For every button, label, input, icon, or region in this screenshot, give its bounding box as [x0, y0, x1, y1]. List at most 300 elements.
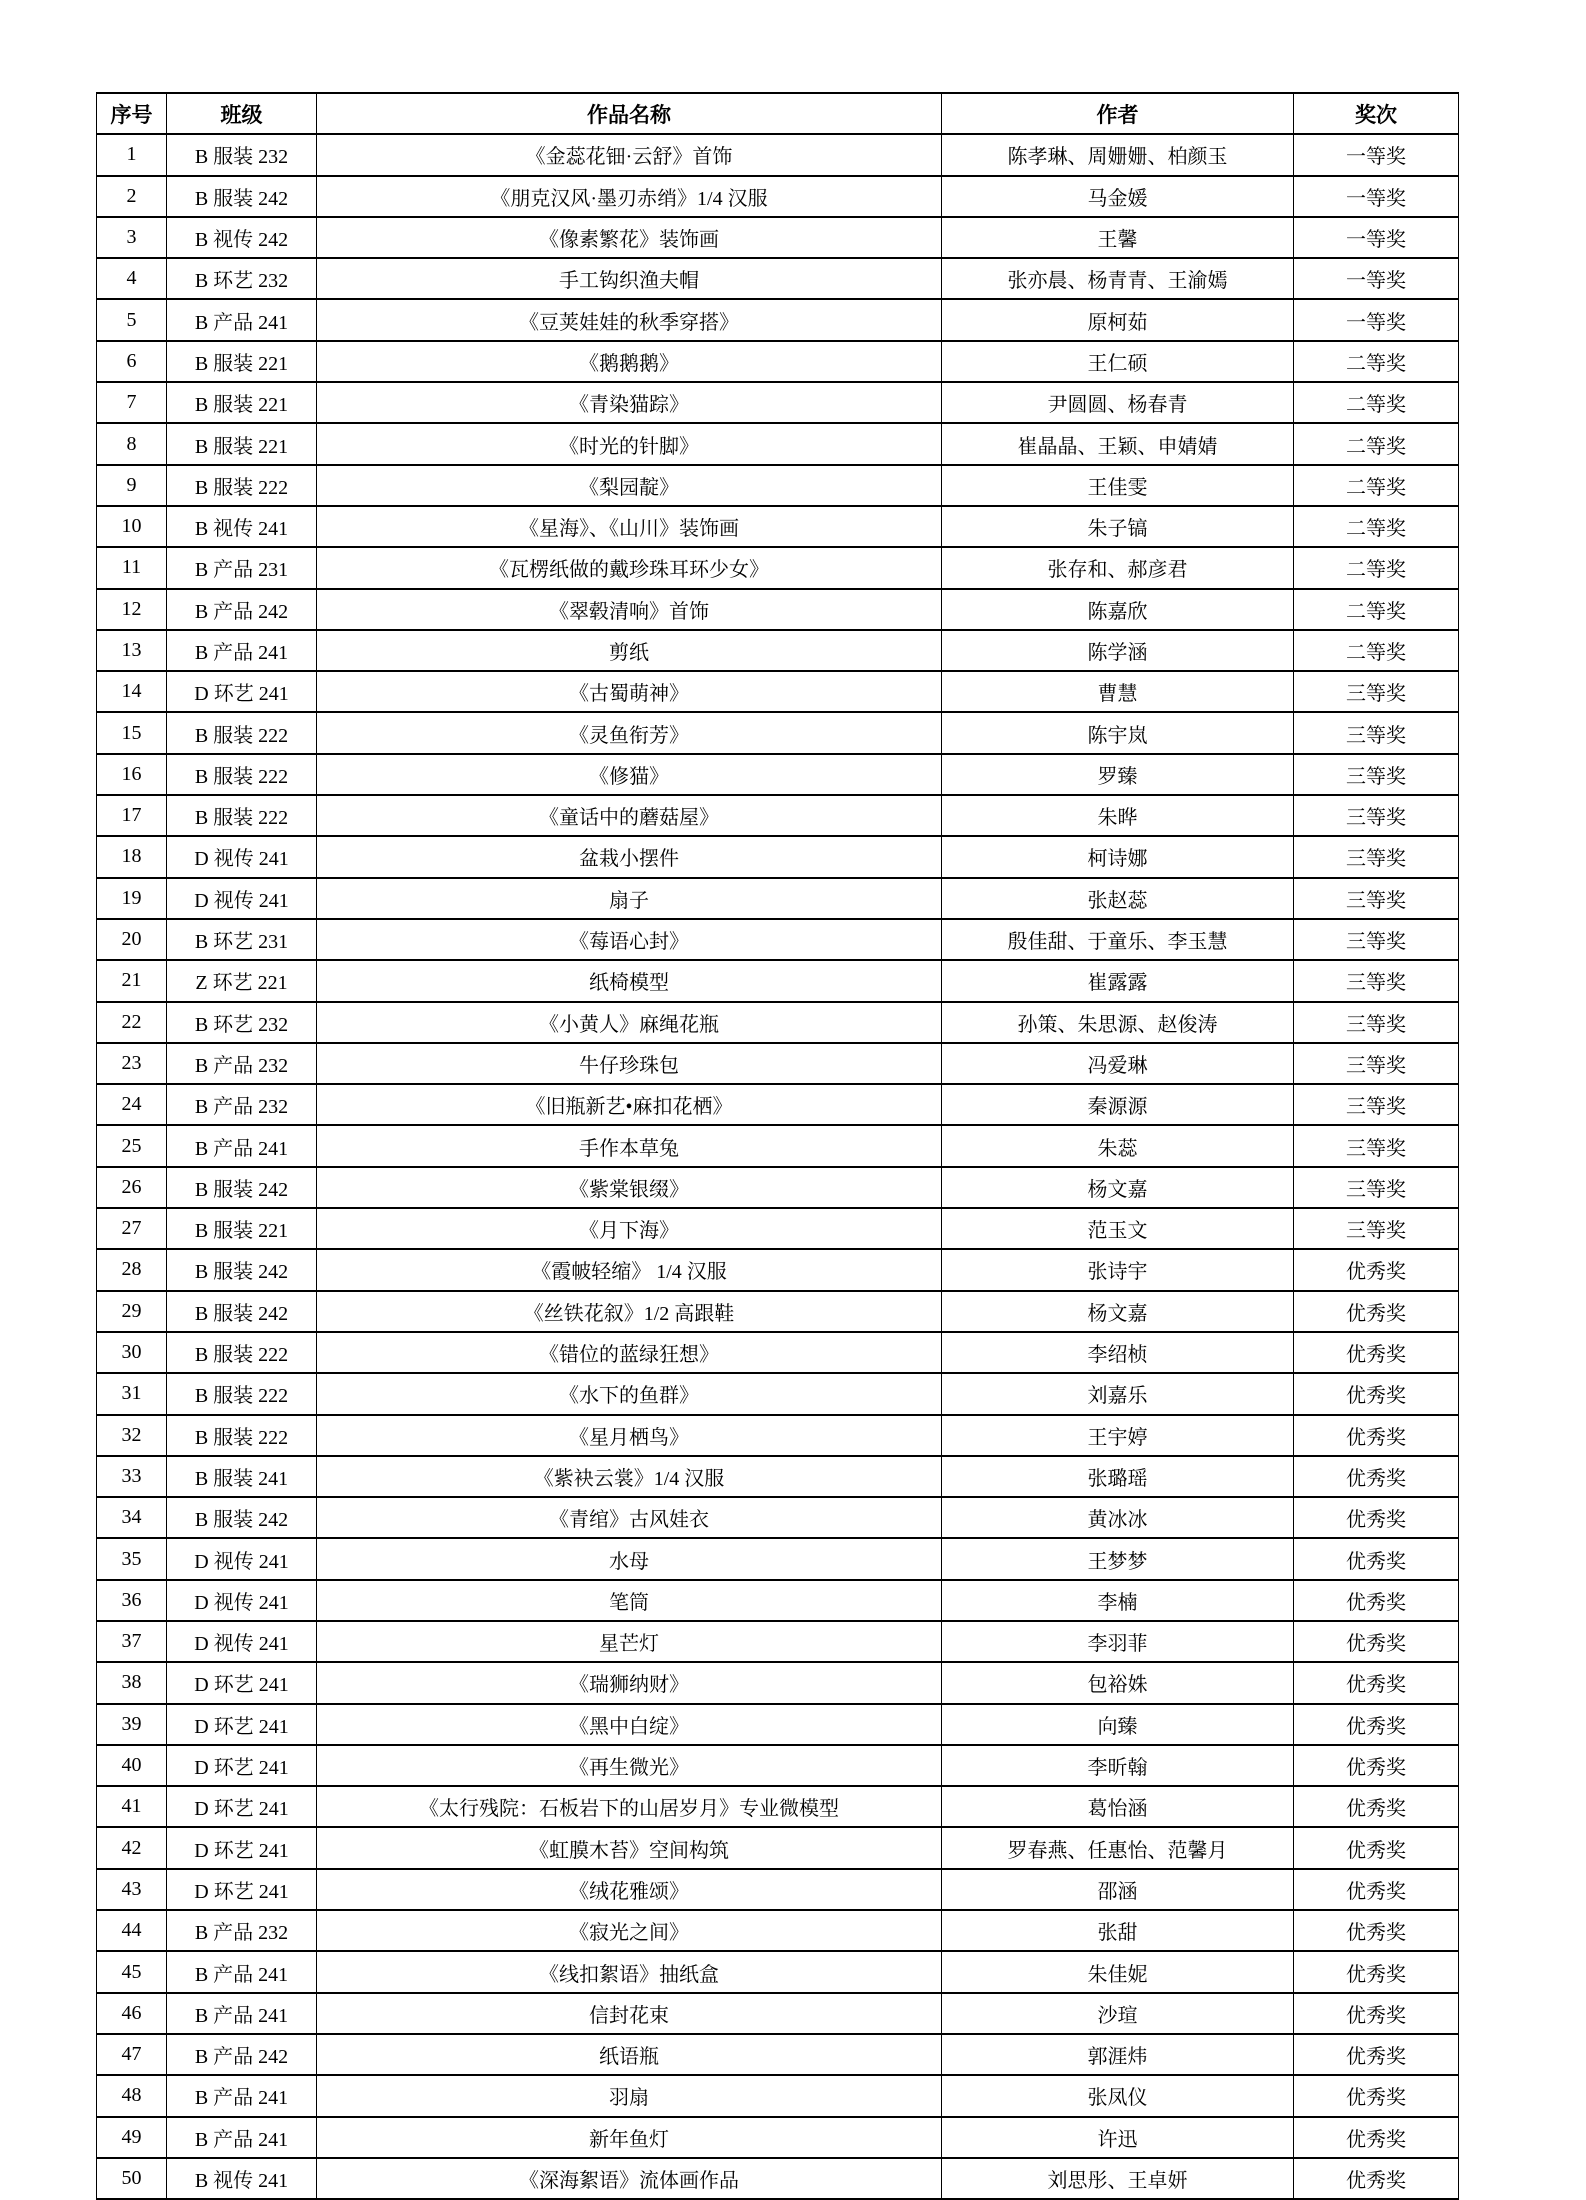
work-title-cell: 纸语瓶 — [317, 2034, 942, 2075]
class-cell: B 服装 232 — [167, 134, 317, 175]
row-number-cell: 14 — [97, 671, 167, 712]
row-number-cell: 18 — [97, 836, 167, 877]
work-title-cell: 剪纸 — [317, 630, 942, 671]
class-cell: D 视传 241 — [167, 1580, 317, 1621]
row-number-cell: 17 — [97, 795, 167, 836]
table-row — [97, 1580, 1459, 1621]
row-number-cell: 45 — [97, 1951, 167, 1992]
table-row — [97, 217, 1459, 258]
award-cell: 一等奖 — [1294, 299, 1459, 340]
author-cell: 张璐瑶 — [942, 1456, 1294, 1497]
author-cell: 李楠 — [942, 1580, 1294, 1621]
table-row — [97, 1043, 1459, 1084]
row-number-cell: 23 — [97, 1043, 167, 1084]
header-author: 作者 — [942, 93, 1294, 134]
table-row — [97, 630, 1459, 671]
work-title-cell: 水母 — [317, 1538, 942, 1579]
author-cell: 王馨 — [942, 217, 1294, 258]
class-cell: B 服装 242 — [167, 176, 317, 217]
class-cell: B 产品 242 — [167, 589, 317, 630]
work-title-cell: 《时光的针脚》 — [317, 423, 942, 464]
work-title-cell: 《瑞狮纳财》 — [317, 1662, 942, 1703]
class-cell: D 环艺 241 — [167, 1745, 317, 1786]
class-cell: B 服装 222 — [167, 795, 317, 836]
award-cell: 三等奖 — [1294, 1125, 1459, 1166]
table-body — [97, 134, 1459, 2199]
work-title-cell: 《星海》、《山川》装饰画 — [317, 506, 942, 547]
work-title-cell: 《小黄人》麻绳花瓶 — [317, 1002, 942, 1043]
work-title-cell: 《童话中的蘑菇屋》 — [317, 795, 942, 836]
table-row — [97, 506, 1459, 547]
row-number-cell: 44 — [97, 1910, 167, 1951]
table-row — [97, 2117, 1459, 2158]
table-row — [97, 960, 1459, 1001]
row-number-cell: 29 — [97, 1291, 167, 1332]
award-cell: 优秀奖 — [1294, 1415, 1459, 1456]
author-cell: 朱晔 — [942, 795, 1294, 836]
award-cell: 二等奖 — [1294, 341, 1459, 382]
row-number-cell: 10 — [97, 506, 167, 547]
row-number-cell: 39 — [97, 1704, 167, 1745]
class-cell: B 服装 222 — [167, 712, 317, 753]
table-row — [97, 1167, 1459, 1208]
work-title-cell: 《青染猫踪》 — [317, 382, 942, 423]
award-list-table — [96, 92, 1459, 2200]
row-number-cell: 37 — [97, 1621, 167, 1662]
class-cell: D 环艺 241 — [167, 1869, 317, 1910]
table-row — [97, 836, 1459, 877]
work-title-cell: 《豆荚娃娃的秋季穿搭》 — [317, 299, 942, 340]
work-title-cell: 笔筒 — [317, 1580, 942, 1621]
author-cell: 沙瑄 — [942, 1993, 1294, 2034]
row-number-cell: 33 — [97, 1456, 167, 1497]
award-cell: 优秀奖 — [1294, 1745, 1459, 1786]
work-title-cell: 羽扇 — [317, 2075, 942, 2116]
row-number-cell: 40 — [97, 1745, 167, 1786]
award-cell: 三等奖 — [1294, 1167, 1459, 1208]
author-cell: 杨文嘉 — [942, 1167, 1294, 1208]
row-number-cell: 34 — [97, 1497, 167, 1538]
award-cell: 优秀奖 — [1294, 2158, 1459, 2199]
work-title-cell: 《古蜀萌神》 — [317, 671, 942, 712]
work-title-cell: 盆栽小摆件 — [317, 836, 942, 877]
class-cell: B 产品 241 — [167, 299, 317, 340]
row-number-cell: 24 — [97, 1084, 167, 1125]
table-row — [97, 1869, 1459, 1910]
award-cell: 优秀奖 — [1294, 1827, 1459, 1868]
row-number-cell: 32 — [97, 1415, 167, 1456]
class-cell: B 服装 221 — [167, 341, 317, 382]
table-row — [97, 2158, 1459, 2199]
work-title-cell: 《虹膜木苔》空间构筑 — [317, 1827, 942, 1868]
author-cell: 孙策、朱思源、赵俊涛 — [942, 1002, 1294, 1043]
class-cell: B 服装 222 — [167, 1332, 317, 1373]
table-row — [97, 1291, 1459, 1332]
header-work-title: 作品名称 — [317, 93, 942, 134]
table-row — [97, 341, 1459, 382]
author-cell: 陈宇岚 — [942, 712, 1294, 753]
row-number-cell: 9 — [97, 465, 167, 506]
row-number-cell: 46 — [97, 1993, 167, 2034]
table-row — [97, 1621, 1459, 1662]
row-number-cell: 11 — [97, 547, 167, 588]
author-cell: 黄冰冰 — [942, 1497, 1294, 1538]
author-cell: 张赵蕊 — [942, 878, 1294, 919]
award-cell: 三等奖 — [1294, 1084, 1459, 1125]
work-title-cell: 《寂光之间》 — [317, 1910, 942, 1951]
table-row — [97, 1827, 1459, 1868]
award-cell: 三等奖 — [1294, 1043, 1459, 1084]
row-number-cell: 15 — [97, 712, 167, 753]
row-number-cell: 30 — [97, 1332, 167, 1373]
work-title-cell: 《绒花雅颂》 — [317, 1869, 942, 1910]
row-number-cell: 35 — [97, 1538, 167, 1579]
table-row — [97, 712, 1459, 753]
table-row — [97, 1002, 1459, 1043]
award-cell: 三等奖 — [1294, 671, 1459, 712]
author-cell: 曹慧 — [942, 671, 1294, 712]
author-cell: 朱佳妮 — [942, 1951, 1294, 1992]
author-cell: 陈孝琳、周姗姗、柏颜玉 — [942, 134, 1294, 175]
row-number-cell: 43 — [97, 1869, 167, 1910]
class-cell: B 视传 241 — [167, 2158, 317, 2199]
author-cell: 崔露露 — [942, 960, 1294, 1001]
row-number-cell: 49 — [97, 2117, 167, 2158]
class-cell: B 环艺 232 — [167, 258, 317, 299]
row-number-cell: 28 — [97, 1249, 167, 1290]
author-cell: 柯诗娜 — [942, 836, 1294, 877]
author-cell: 张存和、郝彦君 — [942, 547, 1294, 588]
award-cell: 优秀奖 — [1294, 1621, 1459, 1662]
work-title-cell: 《紫棠银缀》 — [317, 1167, 942, 1208]
header-row-number: 序号 — [97, 93, 167, 134]
work-title-cell: 牛仔珍珠包 — [317, 1043, 942, 1084]
author-cell: 秦源源 — [942, 1084, 1294, 1125]
award-cell: 一等奖 — [1294, 176, 1459, 217]
table-row — [97, 1662, 1459, 1703]
class-cell: D 视传 241 — [167, 878, 317, 919]
award-cell: 优秀奖 — [1294, 1497, 1459, 1538]
class-cell: B 产品 241 — [167, 1951, 317, 1992]
work-title-cell: 星芒灯 — [317, 1621, 942, 1662]
author-cell: 郭涯炜 — [942, 2034, 1294, 2075]
award-cell: 二等奖 — [1294, 547, 1459, 588]
author-cell: 葛怡涵 — [942, 1786, 1294, 1827]
class-cell: B 环艺 231 — [167, 919, 317, 960]
author-cell: 陈嘉欣 — [942, 589, 1294, 630]
row-number-cell: 38 — [97, 1662, 167, 1703]
row-number-cell: 47 — [97, 2034, 167, 2075]
class-cell: B 视传 241 — [167, 506, 317, 547]
author-cell: 刘思彤、王卓妍 — [942, 2158, 1294, 2199]
row-number-cell: 1 — [97, 134, 167, 175]
author-cell: 王仁硕 — [942, 341, 1294, 382]
class-cell: B 产品 241 — [167, 1125, 317, 1166]
work-title-cell: 《莓语心封》 — [317, 919, 942, 960]
work-title-cell: 《再生微光》 — [317, 1745, 942, 1786]
row-number-cell: 41 — [97, 1786, 167, 1827]
class-cell: Z 环艺 221 — [167, 960, 317, 1001]
work-title-cell: 《翠毂清响》首饰 — [317, 589, 942, 630]
author-cell: 范玉文 — [942, 1208, 1294, 1249]
author-cell: 陈学涵 — [942, 630, 1294, 671]
table-row — [97, 1538, 1459, 1579]
work-title-cell: 《瓦楞纸做的戴珍珠耳环少女》 — [317, 547, 942, 588]
work-title-cell: 《月下海》 — [317, 1208, 942, 1249]
class-cell: B 服装 222 — [167, 465, 317, 506]
row-number-cell: 7 — [97, 382, 167, 423]
table-row — [97, 1910, 1459, 1951]
row-number-cell: 3 — [97, 217, 167, 258]
author-cell: 王宇婷 — [942, 1415, 1294, 1456]
class-cell: D 环艺 241 — [167, 1786, 317, 1827]
author-cell: 包裕姝 — [942, 1662, 1294, 1703]
award-cell: 三等奖 — [1294, 836, 1459, 877]
author-cell: 邵涵 — [942, 1869, 1294, 1910]
class-cell: B 服装 221 — [167, 382, 317, 423]
work-title-cell: 《星月栖鸟》 — [317, 1415, 942, 1456]
table-row — [97, 1456, 1459, 1497]
work-title-cell: 《朋克汉风·墨刃赤绡》1/4 汉服 — [317, 176, 942, 217]
award-cell: 三等奖 — [1294, 960, 1459, 1001]
author-cell: 张凤仪 — [942, 2075, 1294, 2116]
row-number-cell: 25 — [97, 1125, 167, 1166]
table-row — [97, 1208, 1459, 1249]
work-title-cell: 手工钩织渔夫帽 — [317, 258, 942, 299]
author-cell: 王佳雯 — [942, 465, 1294, 506]
author-cell: 张诗宇 — [942, 1249, 1294, 1290]
class-cell: B 服装 222 — [167, 1373, 317, 1414]
table-header — [97, 93, 1459, 134]
table-row — [97, 1373, 1459, 1414]
row-number-cell: 20 — [97, 919, 167, 960]
class-cell: B 服装 222 — [167, 1415, 317, 1456]
work-title-cell: 《深海絮语》流体画作品 — [317, 2158, 942, 2199]
author-cell: 王梦梦 — [942, 1538, 1294, 1579]
work-title-cell: 《像素繁花》装饰画 — [317, 217, 942, 258]
award-cell: 二等奖 — [1294, 506, 1459, 547]
table-row — [97, 299, 1459, 340]
author-cell: 殷佳甜、于童乐、李玉慧 — [942, 919, 1294, 960]
class-cell: B 服装 222 — [167, 754, 317, 795]
row-number-cell: 50 — [97, 2158, 167, 2199]
class-cell: B 产品 241 — [167, 1993, 317, 2034]
class-cell: B 服装 242 — [167, 1497, 317, 1538]
author-cell: 崔晶晶、王颖、申婧婧 — [942, 423, 1294, 464]
author-cell: 马金媛 — [942, 176, 1294, 217]
work-title-cell: 《旧瓶新艺•麻扣花栖》 — [317, 1084, 942, 1125]
work-title-cell: 《鹅鹅鹅》 — [317, 341, 942, 382]
award-cell: 优秀奖 — [1294, 1910, 1459, 1951]
row-number-cell: 2 — [97, 176, 167, 217]
author-cell: 罗春燕、任惠怡、范馨月 — [942, 1827, 1294, 1868]
author-cell: 冯爱琳 — [942, 1043, 1294, 1084]
award-cell: 优秀奖 — [1294, 1704, 1459, 1745]
work-title-cell: 手作本草兔 — [317, 1125, 942, 1166]
work-title-cell: 《青绾》古风娃衣 — [317, 1497, 942, 1538]
class-cell: B 视传 242 — [167, 217, 317, 258]
table-row — [97, 258, 1459, 299]
table-row — [97, 1084, 1459, 1125]
table-row — [97, 1332, 1459, 1373]
author-cell: 李昕翰 — [942, 1745, 1294, 1786]
award-cell: 优秀奖 — [1294, 2117, 1459, 2158]
author-cell: 张亦晨、杨青青、王渝嫣 — [942, 258, 1294, 299]
class-cell: B 产品 231 — [167, 547, 317, 588]
table-row — [97, 2075, 1459, 2116]
row-number-cell: 5 — [97, 299, 167, 340]
award-cell: 优秀奖 — [1294, 1538, 1459, 1579]
class-cell: B 服装 241 — [167, 1456, 317, 1497]
row-number-cell: 8 — [97, 423, 167, 464]
table-row — [97, 1786, 1459, 1827]
author-cell: 李绍桢 — [942, 1332, 1294, 1373]
class-cell: B 服装 242 — [167, 1291, 317, 1332]
row-number-cell: 27 — [97, 1208, 167, 1249]
table-row — [97, 2034, 1459, 2075]
author-cell: 李羽菲 — [942, 1621, 1294, 1662]
table-row — [97, 423, 1459, 464]
award-cell: 三等奖 — [1294, 795, 1459, 836]
award-cell: 优秀奖 — [1294, 1249, 1459, 1290]
author-cell: 尹圆圆、杨春青 — [942, 382, 1294, 423]
award-cell: 优秀奖 — [1294, 2075, 1459, 2116]
table-row — [97, 671, 1459, 712]
class-cell: D 环艺 241 — [167, 1704, 317, 1745]
class-cell: D 视传 241 — [167, 1621, 317, 1662]
row-number-cell: 26 — [97, 1167, 167, 1208]
award-cell: 优秀奖 — [1294, 1869, 1459, 1910]
class-cell: B 产品 241 — [167, 630, 317, 671]
table-row — [97, 1704, 1459, 1745]
class-cell: B 服装 221 — [167, 1208, 317, 1249]
award-cell: 三等奖 — [1294, 1208, 1459, 1249]
work-title-cell: 信封花束 — [317, 1993, 942, 2034]
award-cell: 一等奖 — [1294, 258, 1459, 299]
author-cell: 朱子镐 — [942, 506, 1294, 547]
work-title-cell: 《丝铁花叙》1/2 高跟鞋 — [317, 1291, 942, 1332]
table-row — [97, 1951, 1459, 1992]
header-class: 班级 — [167, 93, 317, 134]
work-title-cell: 《梨园靛》 — [317, 465, 942, 506]
table-row — [97, 754, 1459, 795]
award-cell: 二等奖 — [1294, 423, 1459, 464]
award-cell: 优秀奖 — [1294, 2034, 1459, 2075]
row-number-cell: 4 — [97, 258, 167, 299]
work-title-cell: 新年鱼灯 — [317, 2117, 942, 2158]
table-row — [97, 134, 1459, 175]
award-cell: 二等奖 — [1294, 630, 1459, 671]
award-cell: 优秀奖 — [1294, 1373, 1459, 1414]
class-cell: D 环艺 241 — [167, 1662, 317, 1703]
row-number-cell: 31 — [97, 1373, 167, 1414]
work-title-cell: 《线扣絮语》抽纸盒 — [317, 1951, 942, 1992]
work-title-cell: 扇子 — [317, 878, 942, 919]
author-cell: 杨文嘉 — [942, 1291, 1294, 1332]
class-cell: B 产品 232 — [167, 1910, 317, 1951]
table-row — [97, 1125, 1459, 1166]
class-cell: B 产品 232 — [167, 1084, 317, 1125]
class-cell: D 视传 241 — [167, 836, 317, 877]
award-cell: 优秀奖 — [1294, 1580, 1459, 1621]
table-row — [97, 1745, 1459, 1786]
award-cell: 优秀奖 — [1294, 1951, 1459, 1992]
author-cell: 许迅 — [942, 2117, 1294, 2158]
row-number-cell: 48 — [97, 2075, 167, 2116]
author-cell: 向臻 — [942, 1704, 1294, 1745]
class-cell: B 服装 221 — [167, 423, 317, 464]
author-cell: 朱蕊 — [942, 1125, 1294, 1166]
award-cell: 三等奖 — [1294, 878, 1459, 919]
award-cell: 优秀奖 — [1294, 1332, 1459, 1373]
table-row — [97, 1249, 1459, 1290]
award-cell: 优秀奖 — [1294, 1786, 1459, 1827]
award-cell: 三等奖 — [1294, 1002, 1459, 1043]
work-title-cell: 《霞帔轻缩》 1/4 汉服 — [317, 1249, 942, 1290]
row-number-cell: 12 — [97, 589, 167, 630]
author-cell: 罗臻 — [942, 754, 1294, 795]
row-number-cell: 6 — [97, 341, 167, 382]
work-title-cell: 《金蕊花钿·云舒》首饰 — [317, 134, 942, 175]
table-row — [97, 547, 1459, 588]
work-title-cell: 《灵鱼衔芳》 — [317, 712, 942, 753]
award-cell: 三等奖 — [1294, 754, 1459, 795]
work-title-cell: 《修猫》 — [317, 754, 942, 795]
author-cell: 原柯茹 — [942, 299, 1294, 340]
award-cell: 二等奖 — [1294, 589, 1459, 630]
award-cell: 优秀奖 — [1294, 1291, 1459, 1332]
award-cell: 优秀奖 — [1294, 1662, 1459, 1703]
table-row — [97, 1497, 1459, 1538]
class-cell: B 产品 242 — [167, 2034, 317, 2075]
row-number-cell: 13 — [97, 630, 167, 671]
class-cell: D 环艺 241 — [167, 1827, 317, 1868]
header-row — [97, 93, 1459, 134]
row-number-cell: 19 — [97, 878, 167, 919]
table-row — [97, 878, 1459, 919]
table-row — [97, 795, 1459, 836]
row-number-cell: 36 — [97, 1580, 167, 1621]
table-row — [97, 1415, 1459, 1456]
work-title-cell: 《黑中白绽》 — [317, 1704, 942, 1745]
table-row — [97, 589, 1459, 630]
award-cell: 二等奖 — [1294, 382, 1459, 423]
class-cell: B 产品 241 — [167, 2117, 317, 2158]
class-cell: B 产品 232 — [167, 1043, 317, 1084]
row-number-cell: 42 — [97, 1827, 167, 1868]
class-cell: B 服装 242 — [167, 1249, 317, 1290]
award-cell: 优秀奖 — [1294, 1456, 1459, 1497]
header-award: 奖次 — [1294, 93, 1459, 134]
award-cell: 二等奖 — [1294, 465, 1459, 506]
work-title-cell: 《错位的蓝绿狂想》 — [317, 1332, 942, 1373]
class-cell: D 环艺 241 — [167, 671, 317, 712]
class-cell: D 视传 241 — [167, 1538, 317, 1579]
table-row — [97, 465, 1459, 506]
row-number-cell: 22 — [97, 1002, 167, 1043]
row-number-cell: 16 — [97, 754, 167, 795]
award-cell: 一等奖 — [1294, 217, 1459, 258]
work-title-cell: 《水下的鱼群》 — [317, 1373, 942, 1414]
class-cell: B 产品 241 — [167, 2075, 317, 2116]
award-cell: 三等奖 — [1294, 712, 1459, 753]
class-cell: B 服装 242 — [167, 1167, 317, 1208]
table-row — [97, 176, 1459, 217]
row-number-cell: 21 — [97, 960, 167, 1001]
work-title-cell: 纸椅模型 — [317, 960, 942, 1001]
table-row — [97, 1993, 1459, 2034]
award-cell: 三等奖 — [1294, 919, 1459, 960]
